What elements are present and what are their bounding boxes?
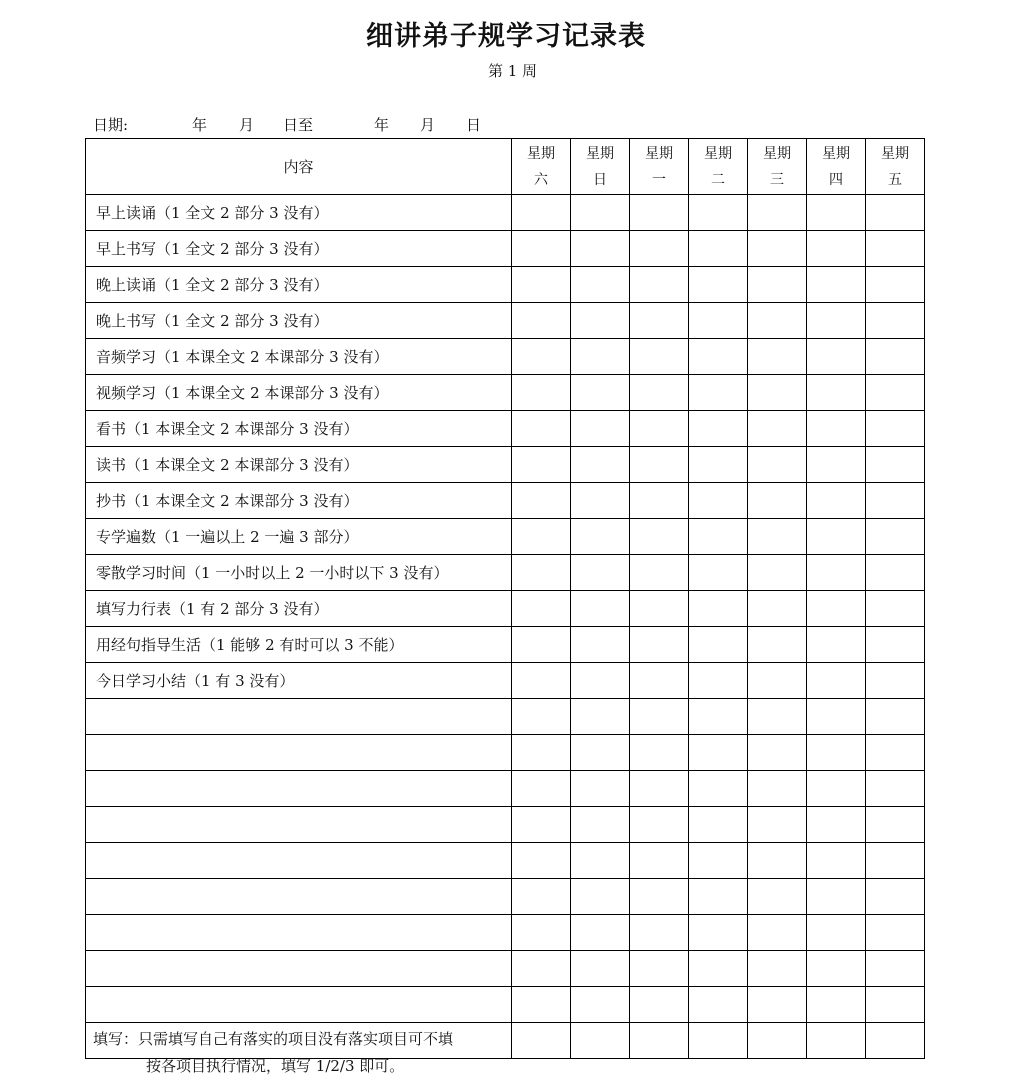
day-cell[interactable] — [512, 807, 571, 843]
table-body — [86, 195, 925, 1059]
day-cell[interactable] — [689, 375, 748, 411]
day-cell[interactable] — [571, 375, 630, 411]
day-cell[interactable] — [866, 339, 925, 375]
day-header-name: 四 — [829, 171, 843, 188]
day-header-prefix: 星期 — [527, 145, 555, 162]
day-cell[interactable] — [748, 519, 807, 555]
day-cell[interactable] — [512, 771, 571, 807]
day-cell[interactable] — [571, 843, 630, 879]
row-item-label — [86, 807, 512, 843]
day-cell[interactable] — [807, 339, 866, 375]
fill-instructions — [93, 1026, 453, 1080]
table-row — [86, 195, 925, 231]
day-header-fri — [866, 139, 925, 195]
day-header-name: 日 — [593, 171, 607, 188]
day-cell[interactable] — [748, 915, 807, 951]
table-row — [86, 411, 925, 447]
day-cell[interactable] — [630, 771, 689, 807]
day-cell[interactable] — [689, 195, 748, 231]
day-header-prefix: 星期 — [763, 145, 791, 162]
day-header-name: 二 — [711, 171, 725, 188]
table-header-row — [86, 139, 925, 195]
day-cell[interactable] — [689, 915, 748, 951]
day-cell[interactable] — [748, 663, 807, 699]
day-cell[interactable] — [866, 735, 925, 771]
day-cell[interactable] — [689, 303, 748, 339]
day-cell[interactable] — [571, 195, 630, 231]
day-cell[interactable] — [807, 483, 866, 519]
row-item-label — [86, 951, 512, 987]
day-cell[interactable] — [630, 1023, 689, 1059]
table-row — [86, 663, 925, 699]
day-cell[interactable] — [807, 195, 866, 231]
day-cell[interactable] — [571, 1023, 630, 1059]
day-cell[interactable] — [748, 879, 807, 915]
row-item-label: 专学遍数（1 一遍以上 2 一遍 3 部分） — [86, 519, 512, 555]
day-cell[interactable] — [866, 231, 925, 267]
table-row — [86, 987, 925, 1023]
day-cell[interactable] — [866, 555, 925, 591]
day-cell[interactable] — [866, 807, 925, 843]
day-cell[interactable] — [807, 267, 866, 303]
day-cell[interactable] — [866, 411, 925, 447]
table-row — [86, 267, 925, 303]
day-cell[interactable] — [689, 843, 748, 879]
day-cell[interactable] — [571, 627, 630, 663]
day-cell[interactable] — [807, 411, 866, 447]
day-cell[interactable] — [689, 879, 748, 915]
day-cell[interactable] — [512, 447, 571, 483]
day-cell[interactable] — [689, 267, 748, 303]
day-cell[interactable] — [807, 231, 866, 267]
row-item-label — [86, 987, 512, 1023]
day-cell[interactable] — [571, 987, 630, 1023]
day-cell[interactable] — [630, 339, 689, 375]
table-row — [86, 735, 925, 771]
day-header-prefix: 星期 — [822, 145, 850, 162]
day-cell[interactable] — [866, 843, 925, 879]
day-cell[interactable] — [748, 699, 807, 735]
day-cell[interactable] — [630, 663, 689, 699]
day-cell[interactable] — [571, 411, 630, 447]
day-header-name: 五 — [888, 171, 902, 188]
day-cell[interactable] — [689, 555, 748, 591]
day-cell[interactable] — [866, 987, 925, 1023]
table-row — [86, 375, 925, 411]
day-cell[interactable] — [689, 231, 748, 267]
day-cell[interactable] — [807, 447, 866, 483]
day-cell[interactable] — [807, 807, 866, 843]
day-cell[interactable] — [512, 843, 571, 879]
day-cell[interactable] — [748, 555, 807, 591]
date-year-start: 年 — [192, 116, 208, 134]
day-cell[interactable] — [512, 519, 571, 555]
day-cell[interactable] — [571, 447, 630, 483]
day-cell[interactable] — [512, 591, 571, 627]
day-cell[interactable] — [512, 1023, 571, 1059]
day-cell[interactable] — [689, 339, 748, 375]
day-cell[interactable] — [866, 519, 925, 555]
day-cell[interactable] — [866, 591, 925, 627]
row-item-label — [86, 879, 512, 915]
day-cell[interactable] — [748, 951, 807, 987]
day-cell[interactable] — [630, 555, 689, 591]
day-cell[interactable] — [866, 951, 925, 987]
day-cell[interactable] — [807, 375, 866, 411]
table-row — [86, 771, 925, 807]
date-day-start: 日至 — [283, 116, 314, 134]
day-cell[interactable] — [866, 195, 925, 231]
day-cell[interactable] — [630, 303, 689, 339]
day-cell[interactable] — [866, 267, 925, 303]
day-cell[interactable] — [807, 303, 866, 339]
day-header-name: 六 — [534, 171, 548, 188]
day-cell[interactable] — [689, 447, 748, 483]
day-cell[interactable] — [807, 519, 866, 555]
day-header-prefix: 星期 — [881, 145, 909, 162]
day-cell[interactable] — [571, 483, 630, 519]
day-header-prefix: 星期 — [586, 145, 614, 162]
day-cell[interactable] — [512, 195, 571, 231]
row-item-label: 早上书写（1 全文 2 部分 3 没有） — [86, 231, 512, 267]
table-row — [86, 519, 925, 555]
day-cell[interactable] — [571, 735, 630, 771]
row-item-label: 读书（1 本课全文 2 本课部分 3 没有） — [86, 447, 512, 483]
day-header-sat — [512, 139, 571, 195]
day-cell[interactable] — [630, 843, 689, 879]
day-header-prefix: 星期 — [704, 145, 732, 162]
day-cell[interactable] — [807, 555, 866, 591]
day-header-name: 三 — [770, 171, 784, 188]
day-cell[interactable] — [630, 807, 689, 843]
day-cell[interactable] — [807, 951, 866, 987]
date-day-end: 日 — [466, 116, 482, 134]
day-cell[interactable] — [571, 807, 630, 843]
day-cell[interactable] — [748, 591, 807, 627]
day-cell[interactable] — [571, 699, 630, 735]
row-item-label: 用经句指导生活（1 能够 2 有时可以 3 不能） — [86, 627, 512, 663]
table-row — [86, 915, 925, 951]
day-header-wed — [748, 139, 807, 195]
day-cell[interactable] — [571, 231, 630, 267]
row-item-label: 晚上书写（1 全文 2 部分 3 没有） — [86, 303, 512, 339]
day-cell[interactable] — [689, 591, 748, 627]
day-cell[interactable] — [748, 339, 807, 375]
table-row — [86, 843, 925, 879]
table-row — [86, 879, 925, 915]
day-cell[interactable] — [866, 447, 925, 483]
day-cell[interactable] — [512, 699, 571, 735]
day-cell[interactable] — [748, 303, 807, 339]
day-cell[interactable] — [630, 375, 689, 411]
day-cell[interactable] — [748, 447, 807, 483]
day-cell[interactable] — [748, 807, 807, 843]
week-label: 第 1 周 — [487, 62, 538, 80]
row-item-label — [86, 843, 512, 879]
day-cell[interactable] — [807, 771, 866, 807]
day-cell[interactable] — [630, 915, 689, 951]
day-cell[interactable] — [630, 195, 689, 231]
day-cell[interactable] — [866, 699, 925, 735]
day-cell[interactable] — [630, 411, 689, 447]
day-header-name: 一 — [652, 171, 666, 188]
day-cell[interactable] — [630, 483, 689, 519]
day-cell[interactable] — [807, 735, 866, 771]
day-cell[interactable] — [630, 591, 689, 627]
day-cell[interactable] — [512, 627, 571, 663]
day-cell[interactable] — [748, 231, 807, 267]
day-header-sun — [571, 139, 630, 195]
day-cell[interactable] — [689, 627, 748, 663]
day-cell[interactable] — [689, 771, 748, 807]
day-cell[interactable] — [807, 879, 866, 915]
day-cell[interactable] — [571, 915, 630, 951]
day-cell[interactable] — [571, 771, 630, 807]
table-row — [86, 627, 925, 663]
day-cell[interactable] — [807, 915, 866, 951]
day-cell[interactable] — [571, 303, 630, 339]
day-cell[interactable] — [807, 1023, 866, 1059]
day-cell[interactable] — [807, 987, 866, 1023]
table-row — [86, 555, 925, 591]
day-cell[interactable] — [689, 663, 748, 699]
day-cell[interactable] — [866, 879, 925, 915]
day-cell[interactable] — [571, 951, 630, 987]
day-cell[interactable] — [689, 699, 748, 735]
day-cell[interactable] — [512, 987, 571, 1023]
day-cell[interactable] — [571, 591, 630, 627]
day-cell[interactable] — [512, 267, 571, 303]
day-cell[interactable] — [689, 987, 748, 1023]
day-cell[interactable] — [748, 483, 807, 519]
day-cell[interactable] — [630, 519, 689, 555]
day-cell[interactable] — [630, 879, 689, 915]
day-cell[interactable] — [630, 267, 689, 303]
note-line-1: 填写：只需填写自己有落实的项目没有落实项目可不填 — [93, 1030, 454, 1048]
day-cell[interactable] — [630, 735, 689, 771]
row-item-label: 看书（1 本课全文 2 本课部分 3 没有） — [86, 411, 512, 447]
day-cell[interactable] — [512, 339, 571, 375]
day-cell[interactable] — [807, 591, 866, 627]
table-row — [86, 339, 925, 375]
day-cell[interactable] — [689, 807, 748, 843]
day-header-thu — [807, 139, 866, 195]
table-row — [86, 303, 925, 339]
row-item-label: 今日学习小结（1 有 3 没有） — [86, 663, 512, 699]
row-item-label: 视频学习（1 本课全文 2 本课部分 3 没有） — [86, 375, 512, 411]
day-cell[interactable] — [689, 951, 748, 987]
day-cell[interactable] — [807, 663, 866, 699]
day-cell[interactable] — [866, 375, 925, 411]
day-cell[interactable] — [512, 303, 571, 339]
row-item-label: 早上读诵（1 全文 2 部分 3 没有） — [86, 195, 512, 231]
day-cell[interactable] — [866, 303, 925, 339]
date-year-end: 年 — [374, 116, 390, 134]
study-record-table — [85, 138, 925, 1059]
day-cell[interactable] — [748, 1023, 807, 1059]
table-row — [86, 807, 925, 843]
day-cell[interactable] — [630, 699, 689, 735]
day-cell[interactable] — [571, 555, 630, 591]
day-cell[interactable] — [748, 987, 807, 1023]
day-cell[interactable] — [571, 267, 630, 303]
day-cell[interactable] — [807, 843, 866, 879]
day-cell[interactable] — [748, 375, 807, 411]
table-row — [86, 591, 925, 627]
table-row — [86, 699, 925, 735]
date-month-start: 月 — [239, 116, 255, 134]
table-row — [86, 447, 925, 483]
row-item-label: 晚上读诵（1 全文 2 部分 3 没有） — [86, 267, 512, 303]
table-row — [86, 951, 925, 987]
day-cell[interactable] — [630, 627, 689, 663]
content-header: 内容 — [86, 139, 512, 195]
row-item-label: 抄书（1 本课全文 2 本课部分 3 没有） — [86, 483, 512, 519]
day-cell[interactable] — [866, 627, 925, 663]
day-cell[interactable] — [630, 447, 689, 483]
day-cell[interactable] — [748, 267, 807, 303]
day-cell[interactable] — [748, 627, 807, 663]
day-cell[interactable] — [689, 411, 748, 447]
day-cell[interactable] — [571, 663, 630, 699]
day-cell[interactable] — [512, 879, 571, 915]
day-cell[interactable] — [512, 231, 571, 267]
day-cell[interactable] — [748, 843, 807, 879]
day-cell[interactable] — [866, 1023, 925, 1059]
day-header-tue — [689, 139, 748, 195]
day-cell[interactable] — [512, 663, 571, 699]
day-cell[interactable] — [689, 735, 748, 771]
day-cell[interactable] — [866, 771, 925, 807]
day-cell[interactable] — [512, 483, 571, 519]
table-row — [86, 231, 925, 267]
day-cell[interactable] — [571, 879, 630, 915]
day-cell[interactable] — [512, 915, 571, 951]
day-header-mon — [630, 139, 689, 195]
day-cell[interactable] — [807, 699, 866, 735]
row-item-label: 音频学习（1 本课全文 2 本课部分 3 没有） — [86, 339, 512, 375]
day-cell[interactable] — [512, 951, 571, 987]
day-cell[interactable] — [689, 519, 748, 555]
day-cell[interactable] — [866, 915, 925, 951]
day-cell[interactable] — [512, 555, 571, 591]
day-cell[interactable] — [689, 483, 748, 519]
day-cell[interactable] — [748, 735, 807, 771]
day-cell[interactable] — [866, 483, 925, 519]
day-cell[interactable] — [689, 1023, 748, 1059]
date-line — [93, 114, 481, 135]
row-item-label — [86, 915, 512, 951]
table-row — [86, 483, 925, 519]
day-cell[interactable] — [512, 411, 571, 447]
day-cell[interactable] — [748, 771, 807, 807]
day-cell[interactable] — [571, 519, 630, 555]
day-cell[interactable] — [512, 735, 571, 771]
day-cell[interactable] — [630, 231, 689, 267]
day-cell[interactable] — [748, 411, 807, 447]
row-item-label: 填写力行表（1 有 2 部分 3 没有） — [86, 591, 512, 627]
day-cell[interactable] — [866, 663, 925, 699]
day-cell[interactable] — [748, 195, 807, 231]
day-header-prefix: 星期 — [645, 145, 673, 162]
day-cell[interactable] — [807, 627, 866, 663]
row-item-label: 零散学习时间（1 一小时以上 2 一小时以下 3 没有） — [86, 555, 512, 591]
date-label: 日期: — [93, 116, 129, 134]
row-item-label — [86, 771, 512, 807]
row-item-label — [86, 699, 512, 735]
row-item-label — [86, 735, 512, 771]
day-cell[interactable] — [512, 375, 571, 411]
date-month-end: 月 — [420, 116, 436, 134]
day-cell[interactable] — [630, 987, 689, 1023]
page-title: 细讲弟子规学习记录表 — [366, 21, 646, 52]
day-cell[interactable] — [630, 951, 689, 987]
day-cell[interactable] — [571, 339, 630, 375]
note-line-2: 按各项目执行情况，填写 1/2/3 即可。 — [146, 1057, 405, 1075]
